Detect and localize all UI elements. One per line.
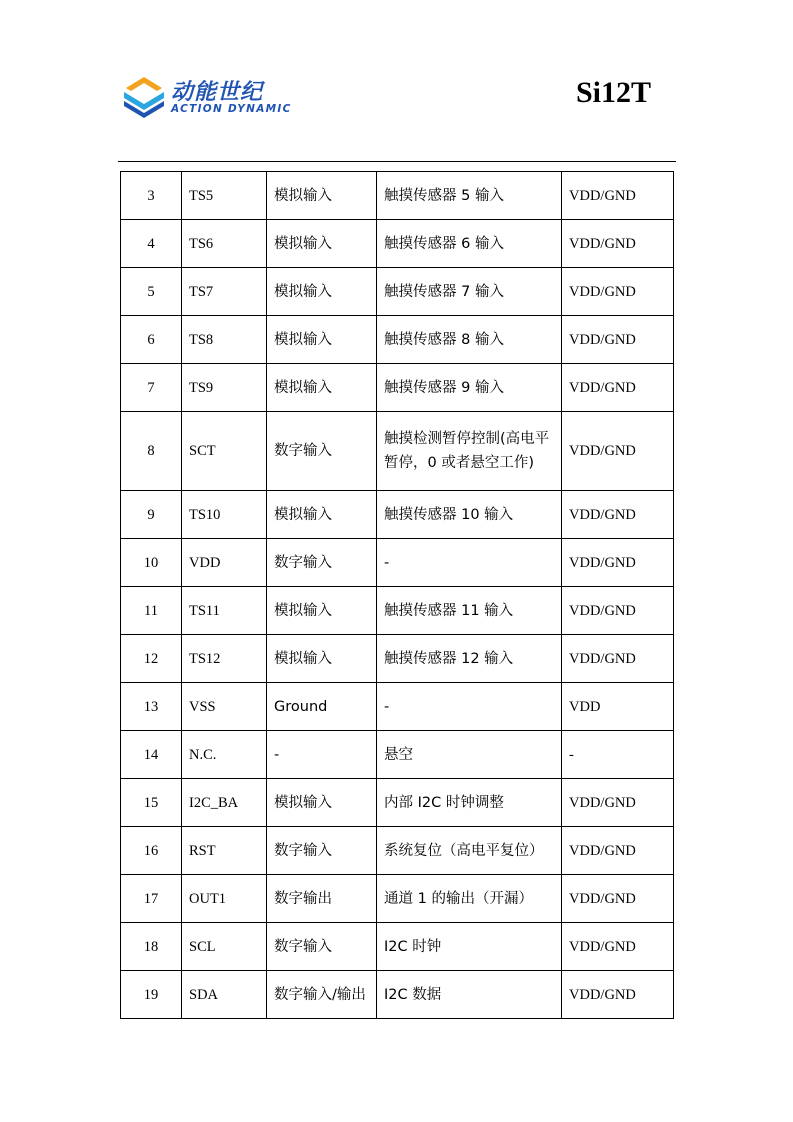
- pin-description-cell: 触摸传感器 11 输入: [377, 587, 562, 635]
- table-row: [121, 971, 674, 1019]
- logo-english-name: ACTION DYNAMIC: [171, 103, 292, 115]
- pin-number-cell: 6: [121, 316, 182, 364]
- pin-name-cell: TS9: [182, 364, 267, 412]
- pin-number-cell: 9: [121, 491, 182, 539]
- pin-number-cell: 11: [121, 587, 182, 635]
- table-row: [121, 923, 674, 971]
- pin-type-cell: 模拟输入: [267, 316, 377, 364]
- product-title: Si12T: [576, 76, 652, 109]
- table-row: [121, 587, 674, 635]
- pin-type-cell: 模拟输入: [267, 172, 377, 220]
- pin-name-cell: RST: [182, 827, 267, 875]
- pin-description-cell: 触摸传感器 12 输入: [377, 635, 562, 683]
- pin-power-cell: VDD/GND: [562, 172, 674, 220]
- pin-description-cell: I2C 时钟: [377, 923, 562, 971]
- pin-power-cell: VDD/GND: [562, 779, 674, 827]
- pin-power-cell: VDD/GND: [562, 587, 674, 635]
- pin-type-cell: 数字输入: [267, 923, 377, 971]
- pin-type-cell: -: [267, 731, 377, 779]
- pin-type-cell: 模拟输入: [267, 364, 377, 412]
- pin-power-cell: VDD/GND: [562, 827, 674, 875]
- pin-name-cell: I2C_BA: [182, 779, 267, 827]
- pin-name-cell: VDD: [182, 539, 267, 587]
- pin-description-cell: 悬空: [377, 731, 562, 779]
- pin-type-cell: 模拟输入: [267, 220, 377, 268]
- pin-description-cell: -: [377, 539, 562, 587]
- company-logo: [121, 74, 291, 120]
- table-row: [121, 683, 674, 731]
- pin-type-cell: 模拟输入: [267, 587, 377, 635]
- pin-description-cell: 触摸传感器 10 输入: [377, 491, 562, 539]
- table-row: [121, 635, 674, 683]
- pin-description-cell: 触摸传感器 9 输入: [377, 364, 562, 412]
- pin-power-cell: VDD/GND: [562, 220, 674, 268]
- pin-power-cell: VDD: [562, 683, 674, 731]
- pin-type-cell: Ground: [267, 683, 377, 731]
- pin-name-cell: N.C.: [182, 731, 267, 779]
- pin-name-cell: OUT1: [182, 875, 267, 923]
- table-row: [121, 412, 674, 491]
- pin-name-cell: SCL: [182, 923, 267, 971]
- pin-description-cell: 内部 I2C 时钟调整: [377, 779, 562, 827]
- pin-power-cell: VDD/GND: [562, 923, 674, 971]
- table-row: [121, 827, 674, 875]
- pin-name-cell: TS5: [182, 172, 267, 220]
- pin-description-cell: 系统复位（高电平复位）: [377, 827, 562, 875]
- table-row: [121, 364, 674, 412]
- pin-number-cell: 8: [121, 412, 182, 491]
- pin-number-cell: 19: [121, 971, 182, 1019]
- table-row: [121, 220, 674, 268]
- pin-number-cell: 16: [121, 827, 182, 875]
- pin-description-cell: 触摸传感器 6 输入: [377, 220, 562, 268]
- pin-type-cell: 数字输入/输出: [267, 971, 377, 1019]
- pin-description-cell: 触摸传感器 5 输入: [377, 172, 562, 220]
- pin-number-cell: 18: [121, 923, 182, 971]
- pin-description-cell: I2C 数据: [377, 971, 562, 1019]
- pin-name-cell: TS10: [182, 491, 267, 539]
- pin-type-cell: 数字输入: [267, 412, 377, 491]
- table-row: [121, 172, 674, 220]
- pin-name-cell: SDA: [182, 971, 267, 1019]
- pin-number-cell: 15: [121, 779, 182, 827]
- pin-power-cell: VDD/GND: [562, 875, 674, 923]
- pin-type-cell: 数字输入: [267, 539, 377, 587]
- table-row: [121, 316, 674, 364]
- pin-name-cell: TS6: [182, 220, 267, 268]
- pin-power-cell: VDD/GND: [562, 539, 674, 587]
- pin-number-cell: 17: [121, 875, 182, 923]
- table-row: [121, 875, 674, 923]
- pin-power-cell: VDD/GND: [562, 268, 674, 316]
- pin-name-cell: TS8: [182, 316, 267, 364]
- pin-number-cell: 12: [121, 635, 182, 683]
- pin-power-cell: VDD/GND: [562, 412, 674, 491]
- table-row: [121, 491, 674, 539]
- pin-name-cell: VSS: [182, 683, 267, 731]
- pin-number-cell: 5: [121, 268, 182, 316]
- pin-name-cell: TS11: [182, 587, 267, 635]
- table-row: [121, 779, 674, 827]
- pin-power-cell: VDD/GND: [562, 364, 674, 412]
- pin-number-cell: 4: [121, 220, 182, 268]
- pin-power-cell: -: [562, 731, 674, 779]
- pin-description-cell: 通道 1 的输出（开漏）: [377, 875, 562, 923]
- pin-description-cell: 触摸传感器 8 输入: [377, 316, 562, 364]
- table-row: [121, 539, 674, 587]
- header-divider: [118, 161, 676, 162]
- pin-type-cell: 模拟输入: [267, 491, 377, 539]
- pin-description-cell: 触摸传感器 7 输入: [377, 268, 562, 316]
- pin-type-cell: 模拟输入: [267, 635, 377, 683]
- pin-number-cell: 3: [121, 172, 182, 220]
- pin-number-cell: 10: [121, 539, 182, 587]
- pin-description-cell: -: [377, 683, 562, 731]
- pin-type-cell: 模拟输入: [267, 779, 377, 827]
- pin-power-cell: VDD/GND: [562, 316, 674, 364]
- pin-number-cell: 13: [121, 683, 182, 731]
- pin-type-cell: 数字输入: [267, 827, 377, 875]
- pin-table-body: [121, 172, 674, 1019]
- pin-table: [120, 171, 674, 1019]
- pin-name-cell: SCT: [182, 412, 267, 491]
- pin-number-cell: 14: [121, 731, 182, 779]
- pin-power-cell: VDD/GND: [562, 635, 674, 683]
- logo-mark-icon: [121, 76, 167, 118]
- page-header: [0, 0, 793, 165]
- pin-name-cell: TS7: [182, 268, 267, 316]
- table-row: [121, 268, 674, 316]
- pin-power-cell: VDD/GND: [562, 971, 674, 1019]
- pin-power-cell: VDD/GND: [562, 491, 674, 539]
- table-row: [121, 731, 674, 779]
- pin-name-cell: TS12: [182, 635, 267, 683]
- pin-type-cell: 模拟输入: [267, 268, 377, 316]
- logo-chinese-name: 动能世纪: [171, 80, 264, 105]
- pin-type-cell: 数字输出: [267, 875, 377, 923]
- pin-description-cell: 触摸检测暂停控制(高电平暂停，0 或者悬空工作): [377, 412, 562, 491]
- pin-number-cell: 7: [121, 364, 182, 412]
